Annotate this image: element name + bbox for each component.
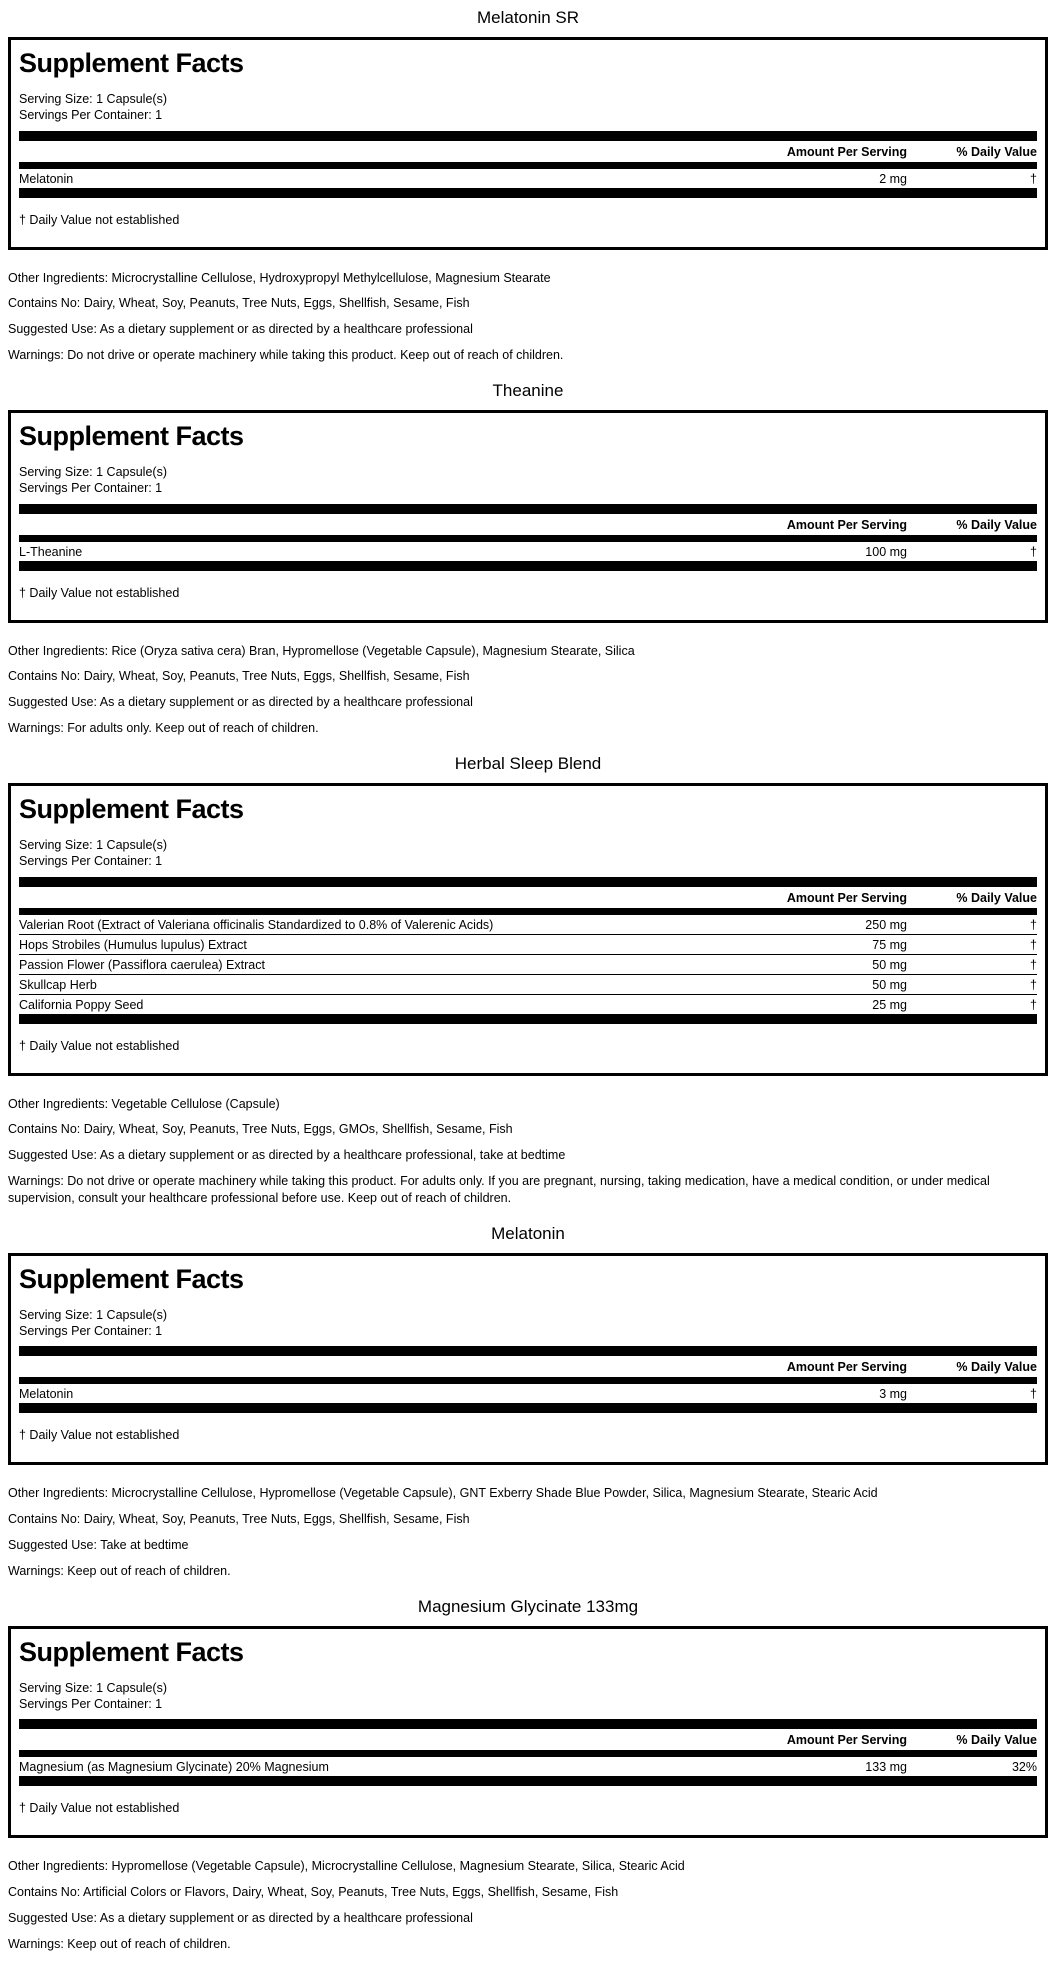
- daily-value-footnote: † Daily Value not established: [19, 585, 180, 600]
- ingredient-daily-value: †: [1030, 957, 1037, 972]
- divider-bar-medium: [19, 1377, 1037, 1384]
- ingredient-main-cell: [19, 545, 907, 559]
- supplement-facts-heading: Supplement Facts: [19, 1263, 244, 1294]
- ingredient-amount: 250 mg: [865, 917, 907, 932]
- ingredient-row: [19, 1384, 1037, 1403]
- supplement-facts-heading: Supplement Facts: [19, 794, 244, 824]
- ingredient-name: Melatonin: [19, 1387, 74, 1402]
- amount-per-serving-header: Amount Per Serving: [786, 144, 907, 159]
- ingredient-main-cell: [19, 918, 907, 932]
- servings-per-container: Servings Per Container: 1: [19, 481, 163, 496]
- divider-bar-thick: [19, 1719, 1037, 1729]
- ingredient-main-cell: [19, 1760, 907, 1774]
- serving-size: Serving Size: 1 Capsule(s): [19, 1307, 167, 1322]
- serving-size: Serving Size: 1 Capsule(s): [19, 838, 167, 852]
- ingredient-name: Magnesium (as Magnesium Glycinate) 20% Magnesium: [19, 1760, 329, 1775]
- supplement-facts-heading: Supplement Facts: [19, 48, 244, 78]
- other-ingredients-text: Other Ingredients: Microcrystalline Cellulose, Hypromellose (Vegetable Capsule), GNT Exberry Shade Blue Powder, Silica, Magnesium Stearate, Stearic Acid: [8, 1486, 878, 1501]
- ingredient-amount: 3 mg: [879, 1387, 907, 1402]
- divider-bar-medium: [19, 908, 1037, 915]
- supplement-labels-document: [8, 8, 1048, 1962]
- suggested-use-text: Suggested Use: As a dietary supplement or as directed by a healthcare professional: [8, 322, 473, 337]
- servings-per-container: Servings Per Container: 1: [19, 108, 163, 123]
- table-header-row: [19, 141, 1037, 162]
- table-header-row: [19, 1356, 1037, 1377]
- divider-bar-bottom: [19, 561, 1037, 571]
- contains-no-text: Contains No: Dairy, Wheat, Soy, Peanuts, Tree Nuts, Eggs, Shellfish, Sesame, Fish: [8, 1512, 470, 1527]
- warnings-text: Warnings: Do not drive or operate machinery while taking this product. For adults only. If you are pregnant, nursing, taking medication, have a medical condition, or under medical supervision, consult your healthcare professional before use. Keep out of reach of children.: [8, 1174, 990, 1205]
- daily-value-header: % Daily Value: [956, 890, 1037, 905]
- divider-bar-thick: [19, 131, 1037, 141]
- warnings-text: Warnings: For adults only. Keep out of reach of children.: [8, 721, 319, 736]
- supplement-panel: [8, 8, 1048, 373]
- daily-value-header: % Daily Value: [956, 1360, 1037, 1375]
- supplement-panel: [8, 754, 1048, 1216]
- ingredient-main-cell: [19, 1387, 907, 1401]
- divider-bar-medium: [19, 535, 1037, 542]
- daily-value-header: % Daily Value: [956, 1733, 1037, 1748]
- ingredient-name: Hops Strobiles (Humulus lupulus) Extract: [19, 937, 247, 952]
- ingredient-row: [19, 169, 1037, 188]
- supplement-facts-box: [8, 1253, 1048, 1466]
- supplement-facts-heading: Supplement Facts: [19, 1636, 244, 1667]
- ingredient-table: [19, 1384, 1037, 1403]
- divider-bar-bottom: [19, 1403, 1037, 1413]
- divider-bar-bottom: [19, 188, 1037, 198]
- divider-bar-thick: [19, 1346, 1037, 1356]
- ingredient-row: [19, 1757, 1037, 1776]
- warnings-text: Warnings: Keep out of reach of children.: [8, 1937, 231, 1951]
- ingredient-table: [19, 169, 1037, 188]
- ingredient-main-cell: [19, 958, 907, 972]
- divider-bar-medium: [19, 162, 1037, 169]
- amount-per-serving-header: Amount Per Serving: [786, 890, 907, 905]
- ingredient-name: L-Theanine: [19, 544, 83, 559]
- ingredient-name: Skullcap Herb: [19, 977, 97, 992]
- ingredient-main-cell: [19, 938, 907, 952]
- ingredient-daily-value: †: [1030, 977, 1037, 992]
- suggested-use-text: Suggested Use: As a dietary supplement or as directed by a healthcare professional: [8, 695, 473, 710]
- product-title: Melatonin: [491, 1223, 565, 1243]
- warnings-text: Warnings: Do not drive or operate machinery while taking this product. Keep out of reach of children.: [8, 348, 564, 363]
- divider-bar-medium: [19, 1750, 1037, 1757]
- ingredient-name: Passion Flower (Passiflora caerulea) Extract: [19, 957, 265, 972]
- ingredient-daily-value: 32%: [1011, 1760, 1037, 1775]
- ingredient-table: [19, 1757, 1037, 1776]
- servings-per-container: Servings Per Container: 1: [19, 854, 163, 869]
- divider-bar-thick: [19, 877, 1037, 887]
- servings-per-container: Servings Per Container: 1: [19, 1697, 163, 1712]
- other-ingredients-text: Other Ingredients: Microcrystalline Cellulose, Hydroxypropyl Methylcellulose, Magnesium Stearate: [8, 270, 551, 285]
- product-title: Herbal Sleep Blend: [454, 754, 602, 773]
- supplement-facts-box: [8, 37, 1048, 250]
- ingredient-row: [19, 974, 1037, 994]
- suggested-use-text: Suggested Use: As a dietary supplement or as directed by a healthcare professional: [8, 1911, 473, 1926]
- daily-value-footnote: † Daily Value not established: [19, 1428, 180, 1443]
- contains-no-text: Contains No: Dairy, Wheat, Soy, Peanuts, Tree Nuts, Eggs, GMOs, Shellfish, Sesame, Fish: [8, 1122, 513, 1137]
- supplement-facts-box: [8, 410, 1048, 623]
- supplement-panel: [8, 381, 1048, 746]
- ingredient-amount: 50 mg: [872, 977, 907, 992]
- daily-value-footnote: † Daily Value not established: [19, 212, 180, 227]
- ingredient-name: California Poppy Seed: [19, 997, 144, 1012]
- ingredient-amount: 75 mg: [872, 937, 907, 952]
- ingredient-daily-value: †: [1030, 544, 1037, 559]
- supplement-facts-box: [8, 783, 1048, 1076]
- ingredient-daily-value: †: [1030, 937, 1037, 952]
- supplement-panel: [8, 1597, 1048, 1962]
- ingredient-name: Valerian Root (Extract of Valeriana officinalis Standardized to 0.8% of Valerenic Acids): [19, 917, 494, 932]
- table-header-row: [19, 887, 1037, 908]
- product-title: Melatonin SR: [476, 8, 580, 27]
- ingredient-table: [19, 915, 1037, 1014]
- daily-value-header: % Daily Value: [956, 144, 1037, 159]
- ingredient-daily-value: †: [1030, 171, 1037, 186]
- ingredient-table: [19, 542, 1037, 561]
- contains-no-text: Contains No: Artificial Colors or Flavors, Dairy, Wheat, Soy, Peanuts, Tree Nuts, Eggs, Shellfish, Sesame, Fish: [8, 1885, 619, 1900]
- daily-value-header: % Daily Value: [956, 517, 1037, 532]
- contains-no-text: Contains No: Dairy, Wheat, Soy, Peanuts, Tree Nuts, Eggs, Shellfish, Sesame, Fish: [8, 669, 470, 684]
- ingredient-row: [19, 994, 1037, 1014]
- ingredient-name: Melatonin: [19, 171, 74, 186]
- serving-size: Serving Size: 1 Capsule(s): [19, 92, 167, 106]
- serving-size: Serving Size: 1 Capsule(s): [19, 465, 167, 479]
- ingredient-amount: 50 mg: [872, 957, 907, 972]
- supplement-facts-heading: Supplement Facts: [19, 421, 244, 451]
- supplement-facts-box: [8, 1626, 1048, 1839]
- ingredient-row: [19, 934, 1037, 954]
- amount-per-serving-header: Amount Per Serving: [786, 517, 907, 532]
- ingredient-row: [19, 954, 1037, 974]
- daily-value-footnote: † Daily Value not established: [19, 1801, 180, 1816]
- divider-bar-bottom: [19, 1776, 1037, 1786]
- ingredient-daily-value: †: [1030, 917, 1037, 932]
- amount-per-serving-header: Amount Per Serving: [786, 1360, 907, 1375]
- ingredient-amount: 2 mg: [879, 171, 907, 186]
- product-title: Theanine: [492, 381, 564, 400]
- amount-per-serving-header: Amount Per Serving: [786, 1733, 907, 1748]
- product-title: Magnesium Glycinate 133mg: [417, 1596, 639, 1616]
- serving-size: Serving Size: 1 Capsule(s): [19, 1680, 167, 1695]
- ingredient-row: [19, 542, 1037, 561]
- other-ingredients-text: Other Ingredients: Vegetable Cellulose (Capsule): [8, 1096, 280, 1111]
- warnings-text: Warnings: Keep out of reach of children.: [8, 1564, 231, 1578]
- ingredient-main-cell: [19, 172, 907, 186]
- ingredient-row: [19, 915, 1037, 934]
- divider-bar-thick: [19, 504, 1037, 514]
- ingredient-daily-value: †: [1030, 997, 1037, 1012]
- divider-bar-bottom: [19, 1014, 1037, 1024]
- suggested-use-text: Suggested Use: As a dietary supplement or as directed by a healthcare professional, take at bedtime: [8, 1148, 566, 1163]
- table-header-row: [19, 514, 1037, 535]
- ingredient-main-cell: [19, 998, 907, 1012]
- servings-per-container: Servings Per Container: 1: [19, 1324, 163, 1339]
- contains-no-text: Contains No: Dairy, Wheat, Soy, Peanuts, Tree Nuts, Eggs, Shellfish, Sesame, Fish: [8, 296, 470, 311]
- suggested-use-text: Suggested Use: Take at bedtime: [8, 1538, 189, 1553]
- ingredient-amount: 133 mg: [865, 1760, 907, 1775]
- table-header-row: [19, 1729, 1037, 1750]
- ingredient-amount: 100 mg: [865, 544, 907, 559]
- supplement-panel: [8, 1224, 1048, 1589]
- other-ingredients-text: Other Ingredients: Rice (Oryza sativa cera) Bran, Hypromellose (Vegetable Capsule), Magnesium Stearate, Silica: [8, 643, 635, 658]
- other-ingredients-text: Other Ingredients: Hypromellose (Vegetable Capsule), Microcrystalline Cellulose, Magnesium Stearate, Silica, Stearic Acid: [8, 1859, 685, 1874]
- ingredient-daily-value: †: [1030, 1387, 1037, 1402]
- ingredient-amount: 25 mg: [872, 997, 907, 1012]
- ingredient-main-cell: [19, 978, 907, 992]
- daily-value-footnote: † Daily Value not established: [19, 1038, 180, 1053]
